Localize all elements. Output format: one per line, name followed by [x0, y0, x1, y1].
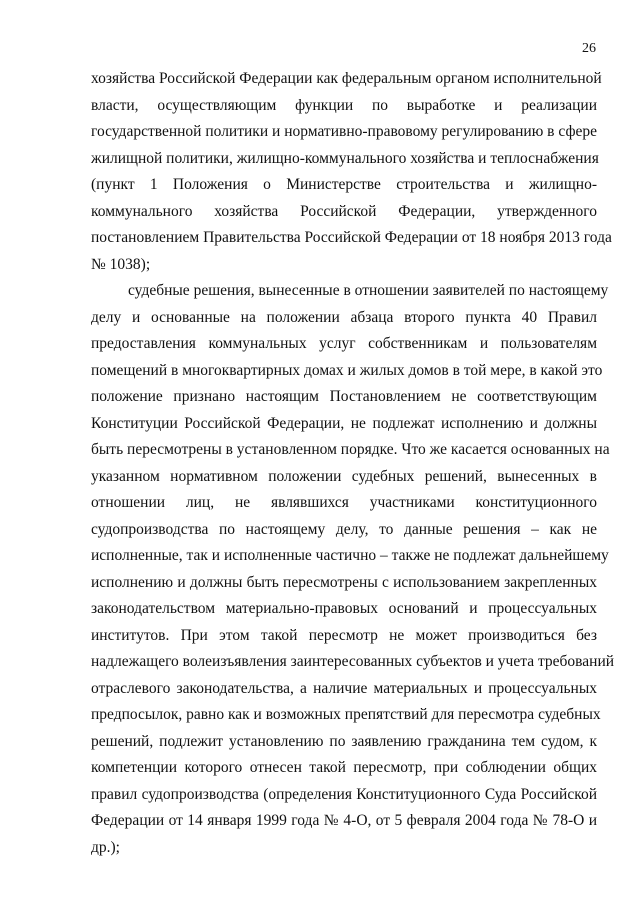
text-line: коммунального хозяйства Российской Федерации, утвержденного [91, 202, 597, 220]
text-line: жилищной политики, жилищно-коммунального хозяйства и теплоснабжения [91, 149, 599, 167]
text-line: решений, подлежит установлению по заявлению гражданина тем судом, к [91, 732, 597, 750]
text-line: компетенции которого отнесен такой пересмотр, при соблюдении общих [91, 759, 597, 776]
text-line: отраслевого законодательства, а наличие материальных и процессуальных [91, 679, 597, 697]
text-line: др.); [91, 838, 120, 856]
text-line: быть пересмотрены в установленном порядке. Что же касается основанных на [91, 441, 610, 458]
text-line: отношении лиц, не являвшихся участниками конституционного [91, 494, 597, 511]
text-line: предоставления коммунальных услуг собственникам и пользователям [91, 335, 597, 352]
text-line: № 1038); [91, 255, 151, 273]
text-line: судопроизводства по настоящему делу, то данные решения – как не [91, 520, 597, 538]
text-line: хозяйства Российской Федерации как федеральным органом исполнительной [91, 70, 602, 87]
text-line: надлежащего волеизъявления заинтересованных субъектов и учета требований [91, 653, 615, 670]
text-line: правил судопроизводства (определения Конституционного Суда Российской [91, 785, 597, 803]
text-line: предпосылок, равно как и возможных препятствий для пересмотра судебных [91, 706, 601, 723]
body-text [91, 66, 615, 861]
text-line: власти, осуществляющим функции по выработке и реализации [91, 96, 597, 114]
text-line: постановлением Правительства Российской Федерации от 18 ноября 2013 года [91, 229, 612, 246]
text-line: законодательством материально-правовых оснований и процессуальных [91, 600, 597, 617]
text-line: исполненные, так и исполненные частично – также не подлежат дальнейшему [91, 547, 609, 564]
text-line: Федерации от 14 января 1999 года № 4-О, от 5 февраля 2004 года № 78-О и [91, 812, 597, 829]
text-line: государственной политики и нормативно-правовому регулированию в сфере [91, 123, 597, 140]
text-line: помещений в многоквартирных домах и жилых домов в той мере, в какой это [91, 361, 603, 379]
text-line: положение признано настоящим Постановлением не соответствующим [91, 388, 597, 405]
text-line: делу и основанные на положении абзаца второго пункта 40 Правил [91, 308, 597, 326]
text-line: (пункт 1 Положения о Министерстве строительства и жилищно- [91, 176, 597, 193]
text-line: указанном нормативном положении судебных решений, вынесенных в [91, 467, 597, 485]
page-number: 26 [582, 41, 596, 56]
text-line: исполнению и должны быть пересмотрены с использованием закрепленных [91, 573, 597, 591]
text-line: институтов. При этом такой пересмотр не может производиться без [91, 626, 597, 644]
text-line: судебные решения, вынесенные в отношении заявителей по настоящему [128, 282, 609, 299]
text-line: Конституции Российской Федерации, не подлежат исполнению и должны [91, 414, 597, 432]
